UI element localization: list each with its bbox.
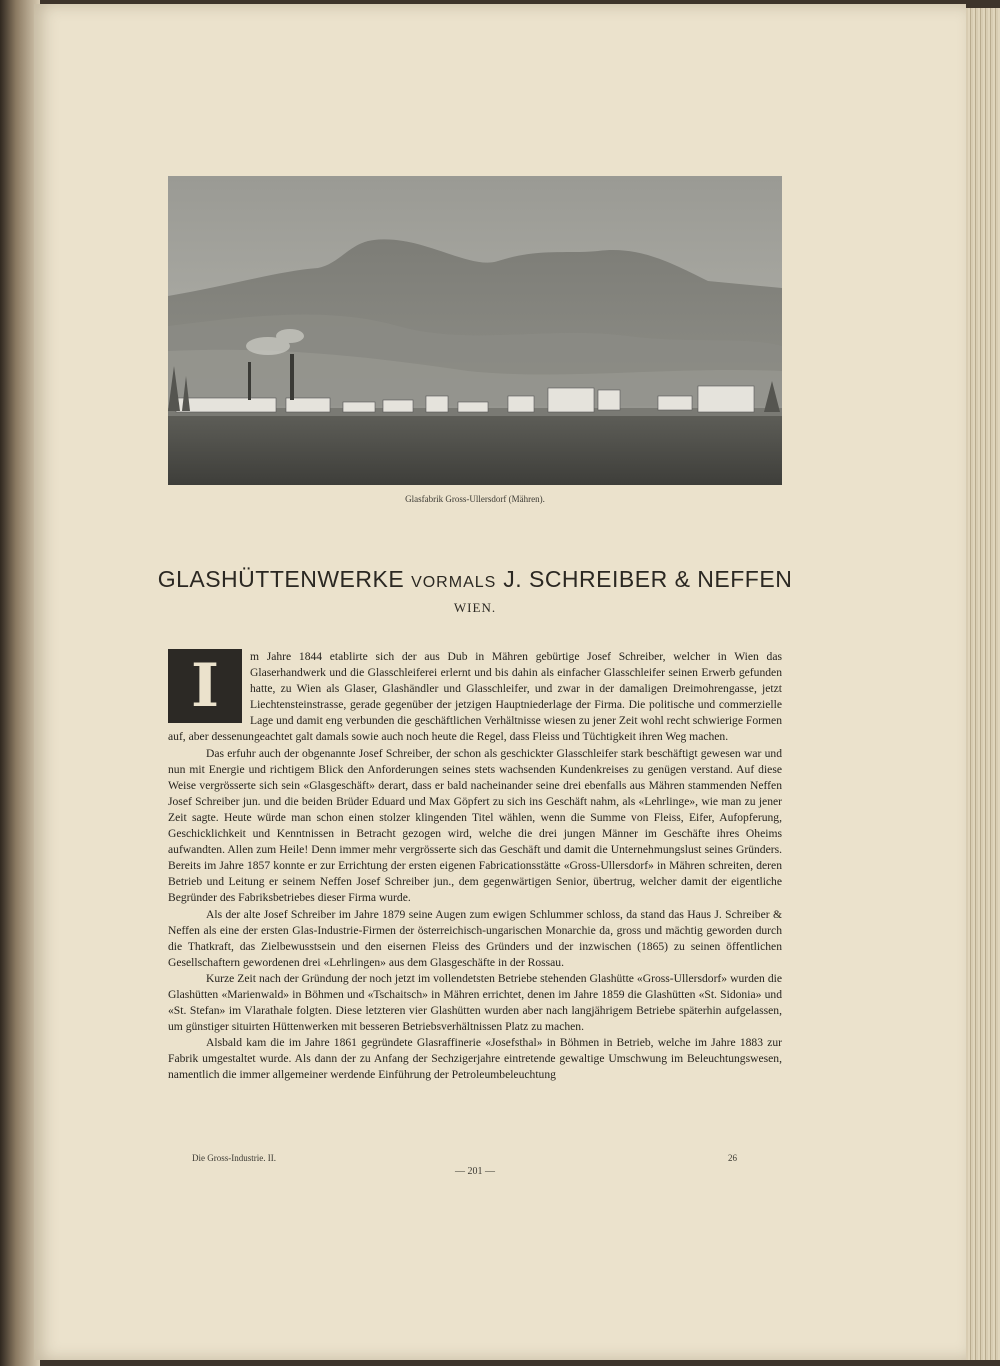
article-body [168, 649, 782, 1084]
landscape-illustration [168, 176, 782, 485]
paragraph: Das erfuhr auch der obgenannte Josef Schreiber, der schon als geschickter Glasschleifer stark beschäftigt gewesen war und nun mit Energie und richtigem Blick den Anforderungen seines stets wachsenden Kundenkreises zu genügen verstand. Auf diese Weise vergrösserte sich sein «Glasgeschäft» derart, dass er bald nacheinander seine drei ebenfalls aus Mähren stammenden Neffen Josef Schreiber jun. und die beiden Brüder Eduard und Max Göpfert zu sich ins Geschäft nahm, als «Lehrlinge», wie man zu jener Zeit sagte. Heute würde man schon einen stolzer klingenden Titel wählen, wenn die Summe von Fleiss, Eifer, Aufopferung, Geschicklichkeit und Kenntnissen in Betracht gezogen wird, welche die drei jungen Männer im Geschäfte ihres Oheims aufwandten. Allen zum Heile! Denn immer mehr vergrösserte sich das Geschäft und damit die Unternehmungslust seines Gründers. Bereits im Jahre 1857 konnte er zur Errichtung der ersten eigenen Fabricationsstätte «Gross-Ullersdorf» in Mähren schreiten, deren Betrieb und Leitung er seinem Neffen Josef Schreiber jun., dem gegenwärtigen Senior, übertrug, welcher damit der eigentliche Begründer des Fabriksbetriebes dieser Firma wurde. [168, 746, 782, 905]
title-company: GLASHÜTTENWERKE [157, 566, 405, 592]
paragraph: Alsbald kam die im Jahre 1861 gegründete Glasraffinerie «Josefsthal» in Böhmen in Betrieb, welche im Jahre 1883 zur Fabrik umgestaltet wurde. Als dann der zu Anfang der Sechzigerjahre eintretende gewaltige Umschwung im Beleuchtungswesen, namentlich die immer allgemeiner werdende Einführung der Petroleumbeleuchtung [168, 1036, 782, 1082]
paragraph: m Jahre 1844 etablirte sich der aus Dub in Mähren gebürtige Josef Schreiber, welcher in Wien das Glaserhandwerk und die Glasschleiferei erlernt und bis dahin als einfacher Glasschleifer seinen Erwerb gefunden hatte, zu Wien als Glaser, Glashändler und Glasschleifer, und zwar in der damaligen Dreimohrengasse, jetzt Liechtensteinstrasse, gerade gegenüber der jetzigen Hauptniederlage der Firma. Die politische und commerzielle Lage und damit eng verbunden die geschäftlichen Verhältnisse wiesen zu jener Zeit wohl recht schwierige Formen auf, aber dessenungeachtet galt damals sowie auch noch heute die Regel, dass Fleiss und Tüchtigkeit ihren Weg machen. [168, 650, 782, 744]
title-firm: J. SCHREIBER & NEFFEN [503, 566, 793, 592]
photo-caption: Glasfabrik Gross-Ullersdorf (Mähren). [405, 494, 545, 504]
dropcap-letter: I [190, 651, 220, 721]
title-vormals: VORMALS [411, 574, 497, 591]
footer-signature: 26 [728, 1153, 737, 1163]
article-subtitle: WIEN. [453, 600, 497, 615]
article-title [120, 566, 830, 593]
ornamental-initial [168, 649, 242, 723]
paragraph: Kurze Zeit nach der Gründung der noch jetzt im vollendetsten Betriebe stehenden Glashütte «Gross-Ullersdorf» wurden die Glashütten «Marienwald» in Böhmen und «Tschaitsch» in Mähren errichtet, denen im Jahre 1859 die Glashütten «St. Sidonia» und «St. Stefan» im Vlarathale folgten. Diese letzteren vier Glashütten wurden aber nach langjährigem Betriebe späterhin aufgelassen, um günstiger situirten Hüttenwerken mit besseren Betriebsverhältnissen Platz zu machen. [168, 971, 782, 1034]
factory-landscape-photo [168, 176, 782, 485]
footer-series-title: Die Gross-Industrie. II. [192, 1153, 276, 1163]
page-number: — 201 — [455, 1166, 495, 1177]
paragraph: Als der alte Josef Schreiber im Jahre 1879 seine Augen zum ewigen Schlummer schloss, da stand das Haus J. Schreiber & Neffen als eine der ersten Glas-Industrie-Firmen der österreichisch-ungarischen Monarchie da, gross und mächtig geworden durch die Thatkraft, das Zielbewusstsein und den eisernen Fleiss des Gründers und der inzwischen (1865) zu seinen öffentlichen Gesellschaftern gewordenen drei «Lehrlingen» aus dem Glasgeschäfte in der Rossau. [168, 907, 782, 969]
